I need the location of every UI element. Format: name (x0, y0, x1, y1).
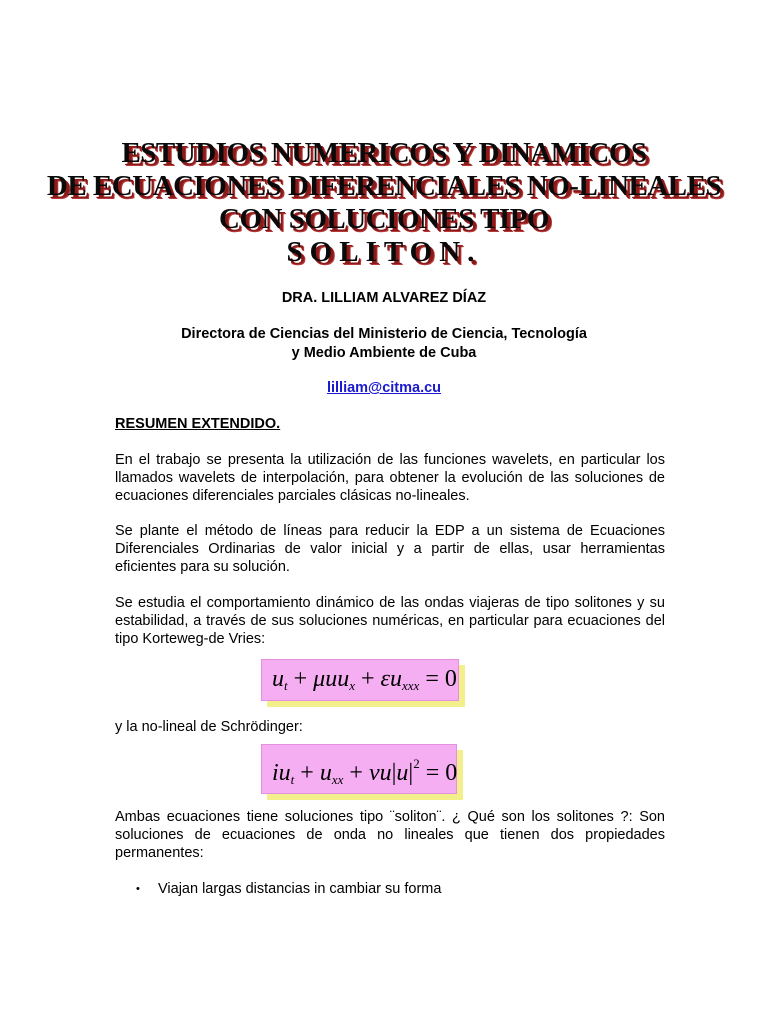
title-line-1: ESTUDIOS NUMERICOS Y DINAMICOS (121, 137, 647, 169)
list-item (136, 880, 441, 898)
kdv-equation: $u_t + \mu uu_x + \varepsilon u_{xxx} = 0$ (272, 666, 457, 693)
nls-equation-box (261, 744, 457, 794)
affiliation-line-1: Directora de Ciencias del Ministerio de Ciencia, Tecnología (181, 326, 587, 342)
list-item-text: Viajan largas distancias in cambiar su forma (158, 881, 442, 897)
affiliation-line-2: y Medio Ambiente de Cuba (291, 345, 477, 361)
section-heading: RESUMEN EXTENDIDO. (115, 416, 281, 432)
paragraph-3: Se estudia el comportamiento dinámico de las ondas viajeras de tipo solitones y su estabilidad, a través de sus soluciones numéricas, en particular para ecuaciones del tipo Korteweg-de Vries: (115, 595, 665, 647)
title-line-4: SOLITON. (286, 236, 482, 268)
email-link[interactable]: lilliam@citma.cu (326, 380, 442, 396)
bullet-list (136, 880, 441, 898)
title-line-3: CON SOLUCIONES TIPO (219, 203, 549, 235)
author-name: DRA. LILLIAM ALVAREZ DÍAZ (281, 290, 487, 306)
nls-equation: $iu_t + u_{xx} + \nu u|u|^2 = 0$ (272, 756, 458, 787)
paragraph-2: Se plante el método de líneas para reducir la EDP a un sistema de Ecuaciones Diferenciales Ordinarias de valor inicial y a partir de ellas, usar herramientas eficientes para su solución. (115, 523, 665, 575)
paragraph-1: En el trabajo se presenta la utilización de las funciones wavelets, en particular los llamados wavelets de interpolación, para obtener la evolución de las soluciones de ecuaciones diferenciales parciales clásicas no-lineales. (115, 452, 665, 504)
title-line-2: DE ECUACIONES DIFERENCIALES NO-LINEALES (46, 170, 722, 202)
email-line (0, 380, 768, 396)
kdv-equation-box (261, 659, 459, 701)
paragraph-5: Ambas ecuaciones tiene soluciones tipo ¨soliton¨. ¿ Qué son los solitones ?: Son soluciones de ecuaciones de onda no lineales que tienen dos propiedades permanentes: (115, 809, 665, 861)
paragraph-4: y la no-lineal de Schrödinger: (115, 719, 303, 735)
bullet-dot-icon: • (136, 883, 140, 895)
